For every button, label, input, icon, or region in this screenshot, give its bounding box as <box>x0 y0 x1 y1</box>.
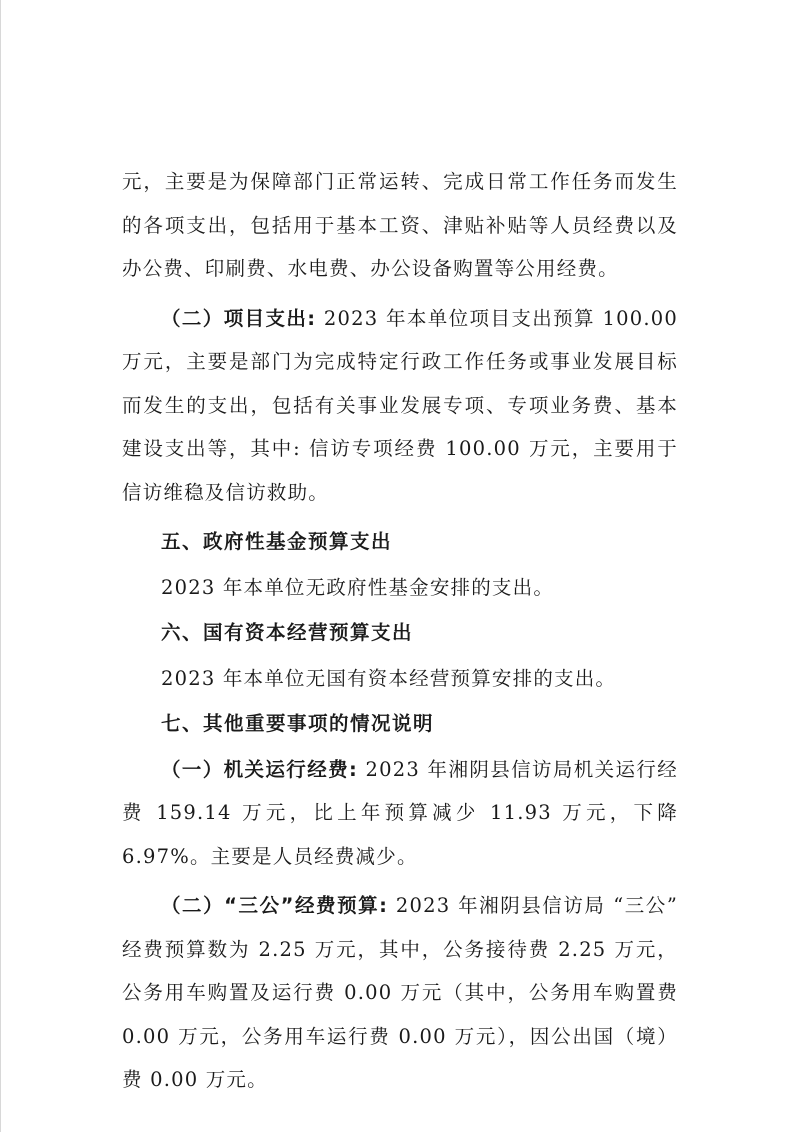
section-heading-state-capital: 六、国有资本经营预算支出 <box>161 621 414 644</box>
paragraph-operating-funds <box>122 748 678 879</box>
paragraph-text: 2023 年本单位项目支出预算 100.00 万元，主要是部门为完成特定行政工作任务或事业发展目标而发生的支出，包括有关事业发展专项、专项业务费、基本建设支出等，其中: 信访专项经费 100.00 万元，主要用于信访维稳及信访救助。 <box>122 306 678 504</box>
paragraph-text: 元，主要是为保障部门正常运转、完成日常工作任务而发生的各项支出，包括用于基本工资、津贴补贴等人员经费以及办公费、印刷费、水电费、办公设备购置等公用经费。 <box>122 170 678 280</box>
paragraph-text: 2023 年湘阴县信访局 “三公” 经费预算数为 2.25 万元，其中，公务接待费 2.25 万元，公务用车购置及运行费 0.00 万元（其中，公务用车购置费 0.00 万元，公务用车运行费 0.00 万元），因公出国（境）费 0.00 万元。 <box>122 894 678 1091</box>
paragraph-label: （一）机关运行经费: <box>161 757 358 781</box>
paragraph-label: （二）项目支出: <box>161 306 317 330</box>
paragraph-project-expenditure <box>122 297 678 515</box>
document-body <box>122 160 678 1102</box>
paragraph-three-public-funds <box>122 884 678 1102</box>
section-heading-government-fund: 五、政府性基金预算支出 <box>161 530 393 553</box>
paragraph-text: 2023 年本单位无政府性基金安排的支出。 <box>161 575 555 599</box>
section-heading-other-matters: 七、其他重要事项的情况说明 <box>161 712 435 735</box>
paragraph-state-capital <box>122 657 678 701</box>
paragraph-text: 2023 年湘阴县信访局机关运行经费 159.14 万元，比上年预算减少 11.93 万元，下降 6.97%。主要是人员经费减少。 <box>122 757 678 868</box>
paragraph-text: 2023 年本单位无国有资本经营预算安排的支出。 <box>161 666 617 690</box>
paragraph-label: （二）“三公”经费预算: <box>161 894 389 917</box>
paragraph-government-fund <box>122 566 678 610</box>
paragraph-basic-expenditure-continued <box>122 160 678 291</box>
